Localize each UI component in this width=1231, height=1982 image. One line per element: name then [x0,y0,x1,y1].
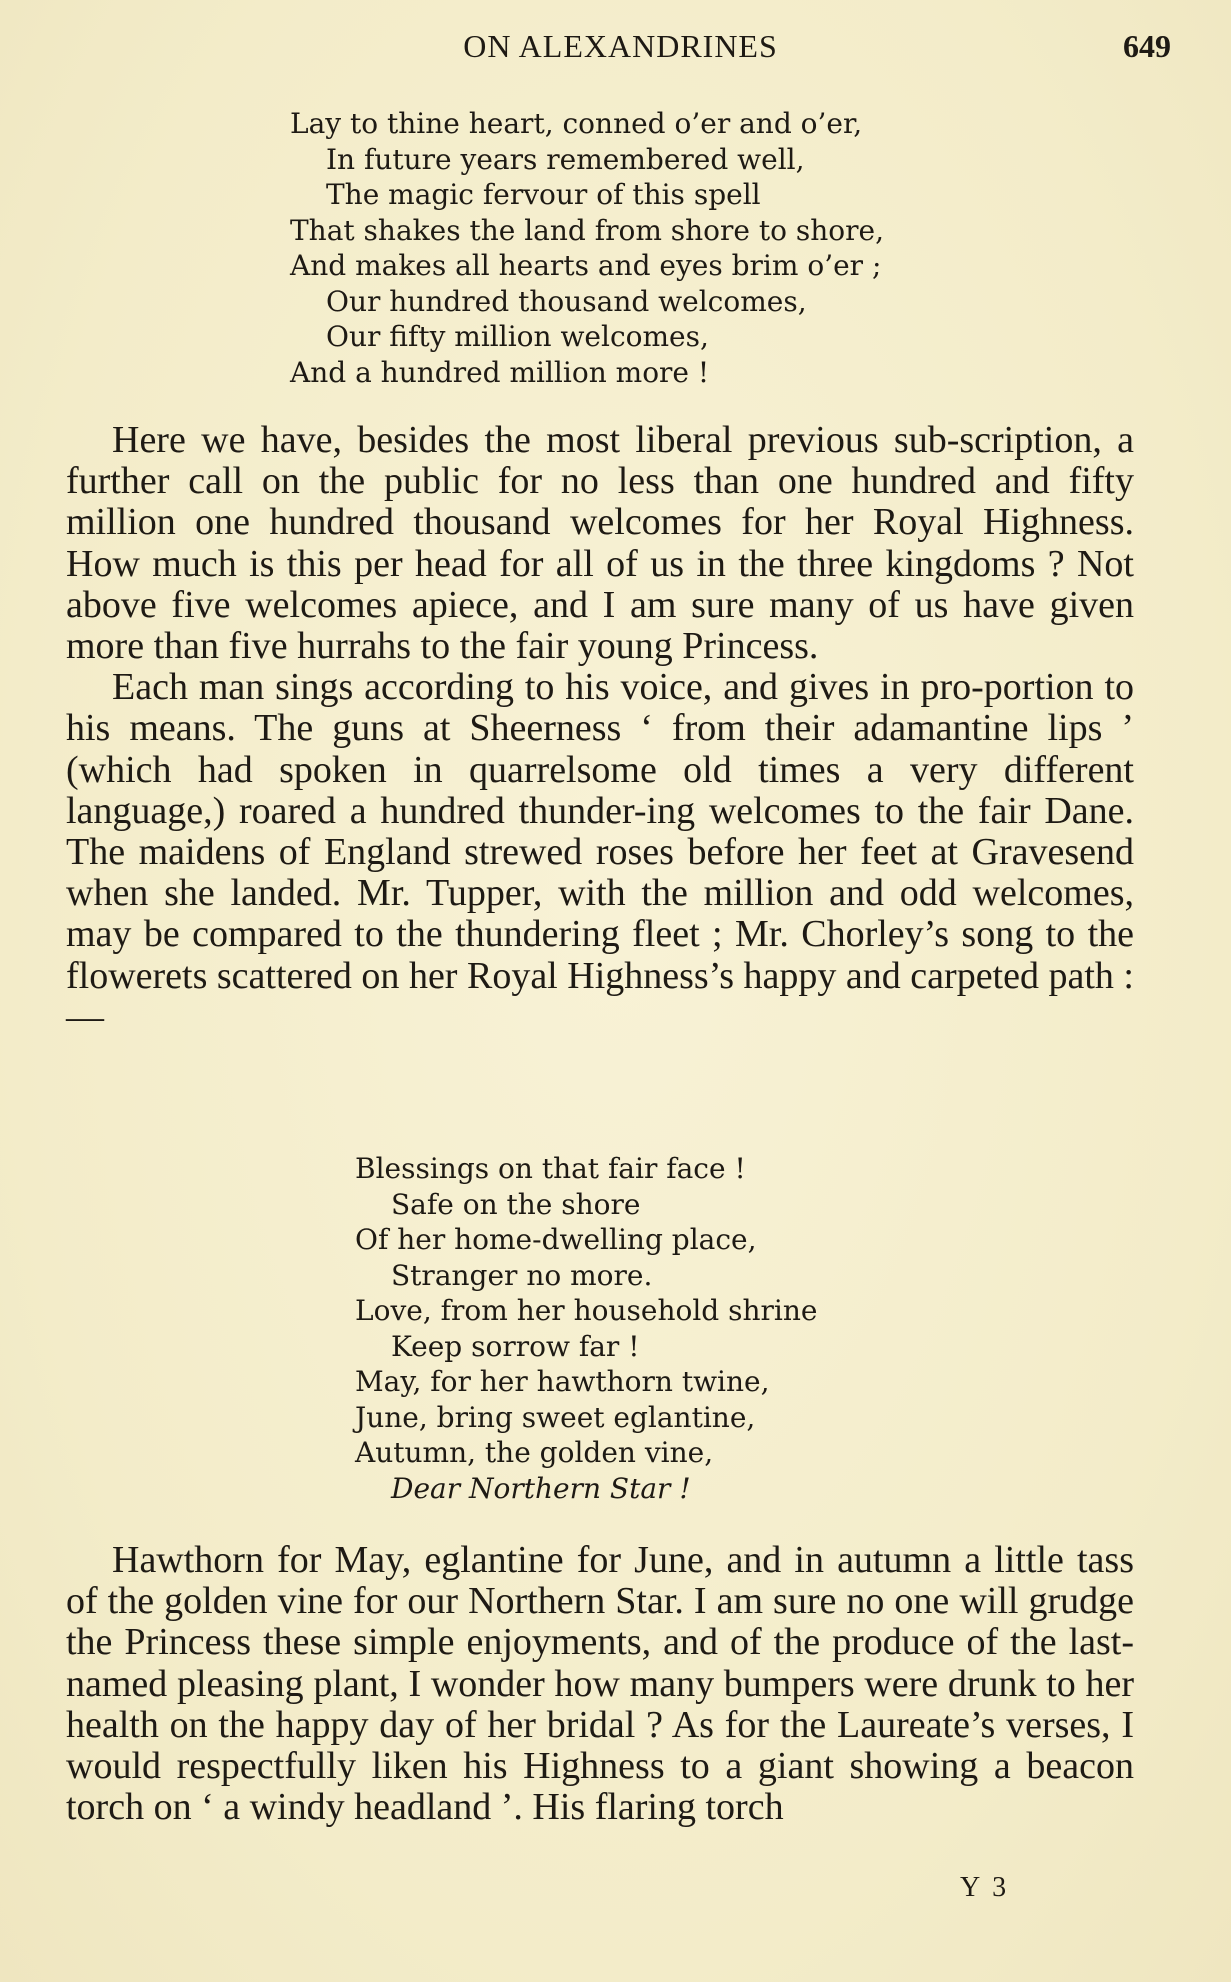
verse-line: Lay to thine heart, conned o’er and o’er, [290,107,863,140]
verse-line: Safe on the shore [391,1187,641,1221]
paragraph: Here we have, besides the most liberal previous sub-scription, a further call on the public for no less than one hundred and fifty million one hundred thousand welcomes for her Royal Highness. How much is this per head for all of us in the three kingdoms ? Not above five welcomes apiece, and I am sure many of us have given more than five hurrahs to the fair young Princess. [66,419,1134,668]
verse-line: Autumn, the golden vine, [355,1436,714,1469]
page-number: 649 [1123,28,1171,64]
verse-line: June, bring sweet eglantine, [355,1400,756,1434]
verse-line: The magic fervour of this spell [326,178,761,211]
verse-line: Love, from her household shrine [355,1294,818,1327]
paragraph: Each man sings according to his voice, and gives in pro-portion to his means. The guns at Sheerness ‘ from their adamantine lips ’ (which had spoken in quarrelsome old times a very different language,) roared a hundred thunder-ing welcomes to the fair Dane. The maidens of England strewed roses before her feet at Gravesend when she landed. Mr. Tupper, with the million and odd welcomes, may be compared to the thundering fleet ; Mr. Chorley’s song to the flowerets scattered on her Royal Highness’s happy and carpeted path :— [66,666,1134,1038]
verse-line: May, for her hawthorn twine, [355,1365,770,1398]
verse-line: Our fifty million welcomes, [326,320,709,353]
prose-block-one [66,420,1134,1038]
verse-line: Our hundred thousand welcomes, [326,284,807,318]
verse-line: Of her home-dwelling place, [355,1223,757,1256]
verse-line: Stranger no more. [391,1258,653,1292]
verse-line: And a hundred million more ! [290,355,710,389]
paragraph: Hawthorn for May, eglantine for June, and in autumn a little tass of the golden vine for our Northern Star. I am sure no one will grudge the Princess these simple enjoyments, and of the produce of the last-named pleasing plant, I wonder how many bumpers were drunk to her health on the happy day of her bridal ? As for the Laureate’s verses, I would respectfully liken his Highness to a giant showing a beacon torch on ‘ a windy headland ’. His flaring torch [66,1539,1134,1829]
verse-line: In future years remembered well, [326,142,805,176]
verse-line: And makes all hearts and eyes brim o’er ; [290,249,882,282]
verse-line: Keep sorrow far ! [391,1329,640,1363]
verse-line: Dear Northern Star ! [391,1471,691,1505]
verse-line: That shakes the land from shore to shore, [290,213,885,247]
running-head [70,28,1171,72]
running-title: ON ALEXANDRINES [463,28,778,64]
verse-stanza-one [290,106,884,390]
verse-line: Blessings on that fair face ! [355,1152,746,1185]
signature-mark: Y 3 [960,1872,1010,1903]
prose-block-two [66,1540,1134,1828]
verse-stanza-two [355,1151,817,1506]
